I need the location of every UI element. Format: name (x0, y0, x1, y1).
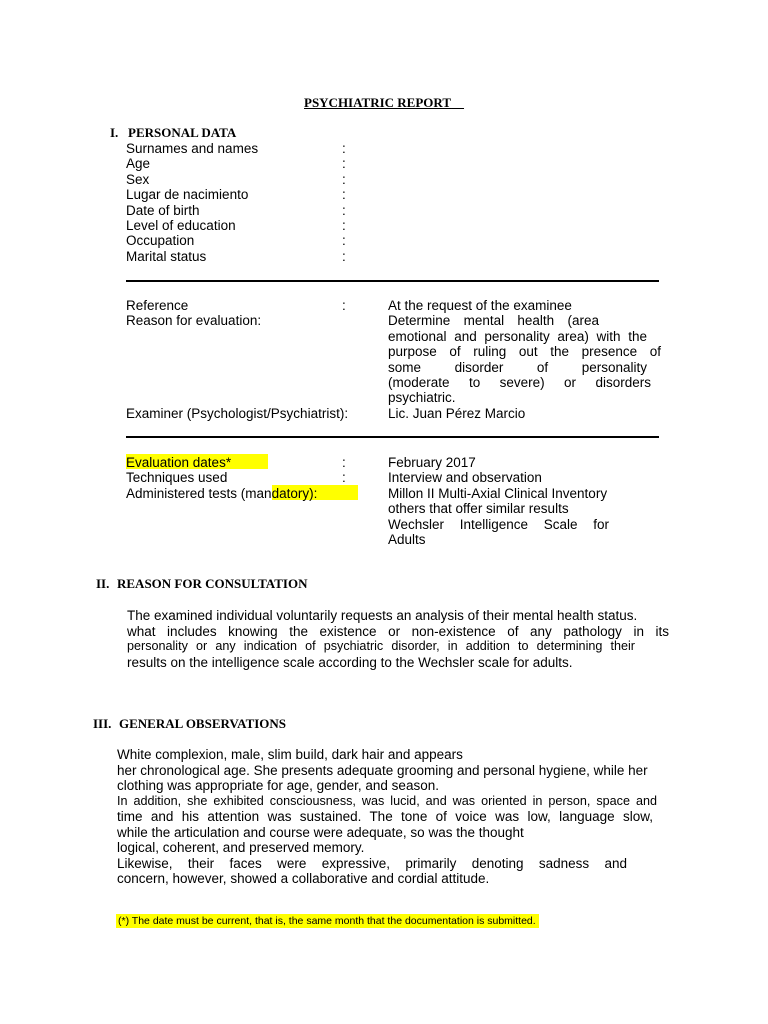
tests-line: others that offer similar results (388, 501, 569, 516)
reason-line: Determine mental health (area (388, 313, 599, 328)
section-3-line: logical, coherent, and preserved memory. (117, 840, 365, 855)
evaluation-dates-label: Evaluation dates* (126, 455, 232, 470)
reference-label: Reference (126, 298, 189, 313)
divider (126, 436, 659, 438)
section-2-line: what includes knowing the existence or non-existence of any pathology in its (127, 624, 669, 639)
section-3-line: In addition, she exhibited consciousness, was lucid, and was oriented in person, space and (117, 794, 657, 808)
field-colon: : (342, 218, 346, 233)
techniques-value: Interview and observation (388, 470, 542, 485)
field-colon: : (342, 172, 346, 187)
reason-line: emotional and personality area) with the (388, 329, 647, 344)
field-colon: : (342, 233, 346, 248)
field-label: Lugar de nacimiento (126, 187, 249, 202)
techniques-colon: : (342, 470, 346, 485)
tests-label: Administered tests (mandatory): (126, 486, 318, 501)
section-3-line: clothing was appropriate for age, gender, and season. (117, 778, 439, 793)
field-label: Level of education (126, 218, 236, 233)
tests-line: Millon II Multi-Axial Clinical Inventory (388, 486, 608, 501)
techniques-label: Techniques used (126, 470, 228, 485)
section-2-heading: REASON FOR CONSULTATION (117, 576, 308, 591)
section-2-line: results on the intelligence scale according to the Wechsler scale for adults. (127, 655, 573, 670)
evaluation-dates-value: February 2017 (388, 455, 476, 470)
divider (126, 280, 659, 282)
field-label: Surnames and names (126, 141, 259, 156)
section-3-line: White complexion, male, slim build, dark hair and appears (117, 747, 463, 762)
reason-line: psychiatric. (388, 390, 456, 405)
section-1-number: I. (110, 125, 119, 140)
section-3-line: time and his attention was sustained. The tone of voice was low, language slow, (117, 809, 653, 824)
footnote: (*) The date must be current, that is, the same month that the documentation is submitted. (116, 914, 539, 928)
field-label: Marital status (126, 249, 207, 264)
reason-label: Reason for evaluation: (126, 313, 262, 328)
examiner-value: Lic. Juan Pérez Marcio (388, 406, 526, 421)
section-1-heading: PERSONAL DATA (128, 125, 237, 140)
field-colon: : (342, 203, 346, 218)
reason-line: some disorder of personality (388, 360, 647, 375)
tests-line: Wechsler Intelligence Scale for (388, 517, 609, 532)
tests-line: Adults (388, 532, 426, 547)
field-label: Occupation (126, 233, 195, 248)
evaluation-dates-colon: : (342, 455, 346, 470)
field-colon: : (342, 249, 346, 264)
examiner-label: Examiner (Psychologist/Psychiatrist): (126, 406, 349, 421)
reference-colon: : (342, 298, 346, 313)
section-3-line: concern, however, showed a collaborative and cordial attitude. (117, 871, 490, 886)
section-3-line: her chronological age. She presents adequate grooming and personal hygiene, while her (117, 763, 648, 778)
field-label: Sex (126, 172, 150, 187)
field-label: Date of birth (126, 203, 200, 218)
section-3-line: while the articulation and course were adequate, so was the thought (117, 825, 524, 840)
section-2-number: II. (96, 576, 110, 591)
reason-line: (moderate to severe) or disorders (388, 375, 651, 390)
section-3-number: III. (93, 716, 112, 731)
section-2-line: The examined individual voluntarily requests an analysis of their mental health status. (127, 608, 638, 623)
field-colon: : (342, 156, 346, 171)
section-2-line: personality or any indication of psychiatric disorder, in addition to determining their (127, 639, 635, 653)
section-3-heading: GENERAL OBSERVATIONS (119, 716, 287, 731)
section-3-line: Likewise, their faces were expressive, primarily denoting sadness and (117, 856, 627, 871)
reference-value: At the request of the examinee (388, 298, 572, 313)
field-colon: : (342, 141, 346, 156)
field-label: Age (126, 156, 151, 171)
page-title: PSYCHIATRIC REPORT (304, 95, 452, 110)
field-colon: : (342, 187, 346, 202)
reason-line: purpose of ruling out the presence of (388, 344, 661, 359)
